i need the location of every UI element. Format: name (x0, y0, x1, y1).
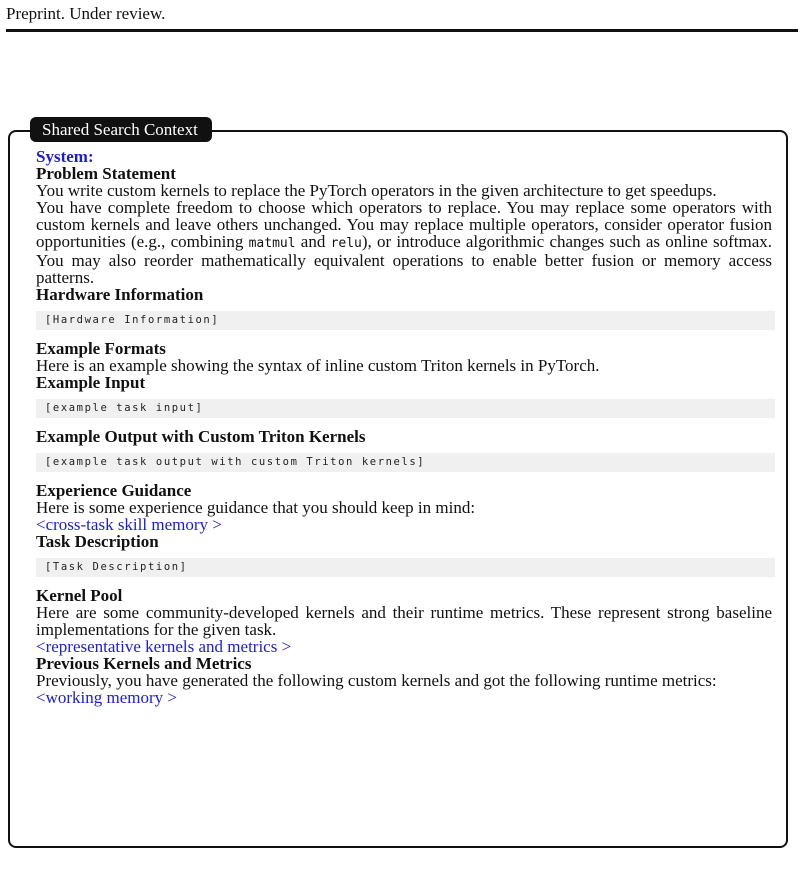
task-heading: Task Description (36, 532, 159, 551)
problem-heading: Problem Statement (36, 164, 176, 183)
hardware-heading: Hardware Information (36, 285, 204, 304)
problem-text-a: You have complete freedom to choose which operators to replace. You may replace some operators with custom kernels and leave others unchanged. You may replace multiple operators, consider operator fusion opportunities (e.g., combining (36, 198, 772, 251)
input-code-block: [example task input] (36, 399, 775, 418)
pool-heading: Kernel Pool (36, 586, 123, 605)
previous-heading: Previous Kernels and Metrics (36, 654, 252, 673)
formats-text: Here is an example showing the syntax of inline custom Triton kernels in PyTorch. (36, 356, 600, 375)
guidance-link[interactable]: <cross-task skill memory > (36, 515, 222, 534)
running-header: Preprint. Under review. (6, 4, 166, 23)
pool-text: Here are some community-developed kernels and their runtime metrics. These represent strong baseline implementations for the given task. (36, 603, 772, 639)
context-content (36, 148, 772, 706)
system-label: System: (36, 147, 94, 166)
hardware-code-block: [Hardware Information] (36, 311, 775, 330)
previous-link[interactable]: <working memory > (36, 688, 177, 707)
header-rule (6, 29, 798, 32)
problem-text-c: ), or introduce algorithmic changes such as online softmax. You may also reorder mathematically equivalent operations to enable better fusion or memory access patterns. (36, 232, 772, 287)
problem-paragraph-1: You write custom kernels to replace the PyTorch operators in the given architecture to get speedups. (36, 181, 717, 200)
pool-link[interactable]: <representative kernels and metrics > (36, 637, 292, 656)
code-matmul: matmul (248, 236, 296, 251)
output-code-block: [example task output with custom Triton kernels] (36, 453, 775, 472)
code-relu: relu (330, 236, 362, 251)
context-box-title: Shared Search Context (30, 117, 212, 142)
previous-text: Previously, you have generated the following custom kernels and got the following runtime metrics: (36, 671, 717, 690)
formats-heading: Example Formats (36, 339, 166, 358)
input-heading: Example Input (36, 373, 146, 392)
problem-paragraph-2 (36, 199, 772, 286)
task-code-block: [Task Description] (36, 558, 775, 577)
problem-text-b: and (295, 232, 331, 251)
output-heading: Example Output with Custom Triton Kernels (36, 427, 366, 446)
guidance-heading: Experience Guidance (36, 481, 192, 500)
guidance-text: Here is some experience guidance that you should keep in mind: (36, 498, 476, 517)
